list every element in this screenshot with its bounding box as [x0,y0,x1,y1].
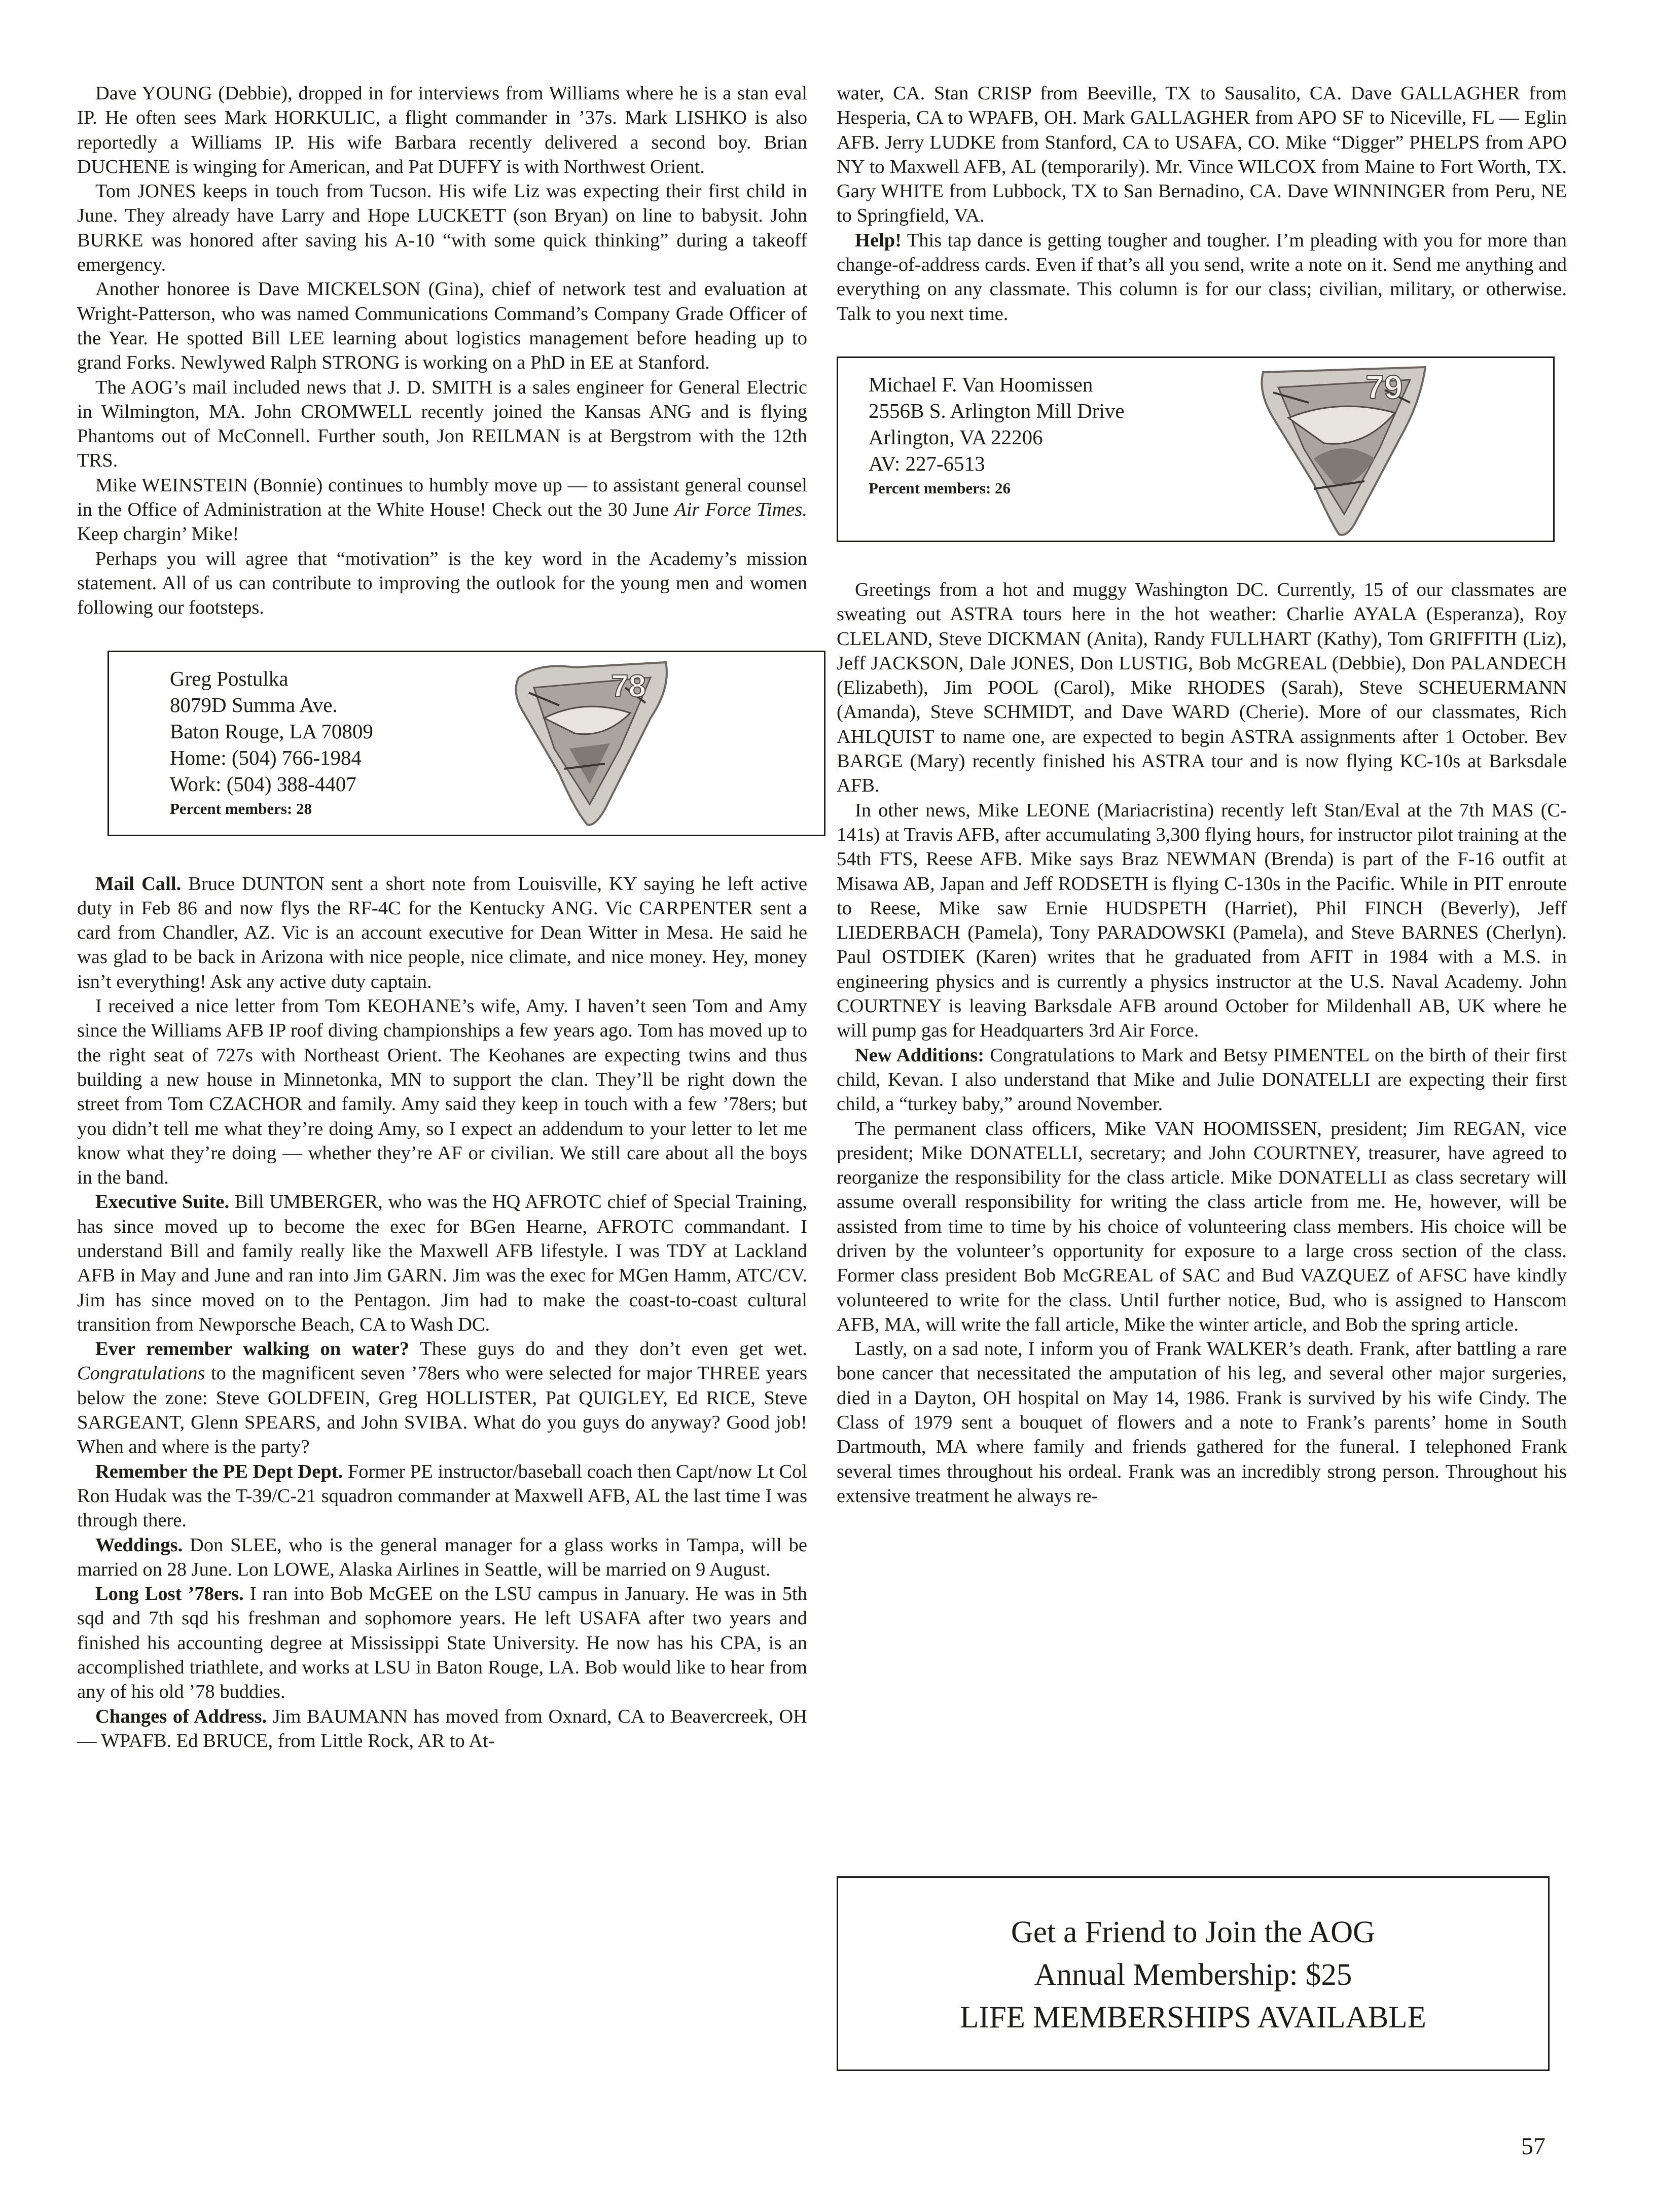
heading-long-lost: Long Lost ’78ers. [95,1583,244,1605]
spacer [837,542,1567,578]
crest-79-label: 79 [1365,368,1403,406]
crest-78-label: 78 [611,668,646,704]
paragraph-young: Dave YOUNG (Debbie), dropped in for interviews from Williams where he is a stan eval IP. He often sees Mark HORKULIC, a flight commander in ’37s. Mark LISHKO is also reportedly a Williams IP. His wife Barbara recently delivered a second boy. Brian DUCHENE is winging for American, and Pat DUFFY is with Northwest Orient. [77,83,807,177]
paragraph-other-news: In other news, Mike LEONE (Mariacristina) recently left Stan/Eval at the 7th MAS (C-141s) at Travis AFB, after accumulating 3,300 flying hours, for instructor pilot training at the 54th FTS, Reese AFB. Mike says Braz NEWMAN (Brenda) is part of the F-16 outfit at Misawa AB, Japan and Jeff RODSETH is flying C-130s in the Pacific. While in PIT enroute to Reese, Mike saw Ernie HUDSPETH (Harriet), Phil FINCH (Beverly), Jeff LIEDERBACH (Pamela), Tony PARADOWSKI (Pamela), and Steve BARNES (Cherlyn). Paul OSTDIEK (Karen) writes that he graduated from AFIT in 1984 with a M.S. in engineering physics and is currently a physics instructor at the U.S. Naval Academy. John COURTNEY is leaving Barksdale AFB around October for Mildenhall AB, UK where he will pump gas for Headquarters 3rd Air Force. [837,799,1567,1042]
heading-weddings: Weddings. [95,1534,183,1556]
mail-call-text: Bruce DUNTON sent a short note from Louisville, KY saying he left active duty in Feb 86 and now flys the RF-4C for the Kentucky ANG. Vic CARPENTER sent a card from Chandler, AZ. Vic is an account executive for Dean Witter in Mesa. He said he was glad to be back in Arizona with nice people, nice climate, and nice money. Hey, money isn’t everything! Ask any active duty captain. [77,873,807,992]
changes-text: Jim BAUMANN has moved from Oxnard, CA to Beavercreek, OH — WPAFB. Ed BRUCE, from Little Rock, AR to At- [77,1705,807,1752]
paragraph-keohane: I received a nice letter from Tom KEOHANE’s wife, Amy. I haven’t seen Tom and Amy since the Williams AFB IP roof diving championships a few years ago. Tom has moved up to the right seat of 727s with Northeast Orient. The Keohanes are expecting twins and thus building a new house in Minnetonka, MN to support the clan. They’ll be right down the street from Tom CZACHOR and family. Amy said they keep in touch with a few ’78ers; but you didn’t tell me what they’re doing Amy, so I expect an addendum to your letter to let me know what they’re doing — whether they’re AF or civilian. We still care about all the boys in the band. [77,995,807,1189]
left-column [77,81,807,1753]
pe-dept-text: Former PE instructor/baseball coach then Capt/now Lt Col Ron Hudak was the T-39/C-21 squadron commander at Maxwell AFB, AL the last time I was through there. [77,1460,807,1531]
right-column [837,81,1567,1508]
heading-mail-call: Mail Call. [95,873,182,895]
scribe-work-phone: Work: (504) 388-4407 [170,772,356,796]
aog-ad-line-3: LIFE MEMBERSHIPS AVAILABLE [960,2001,1426,2035]
class-1979-crest-icon [1253,362,1433,541]
paragraph-weinstein [77,473,807,547]
paragraph-class-officers: The permanent class officers, Mike VAN HOOMISSEN, president; Jim REGAN, vice president; Mike DONATELLI, secretary; and John COURTNEY, treasurer, have agreed to reorganize the responsibility for the class article. Mike DONATELLI as class secretary will assume overall responsibility for writing the class article from me. He, however, will be assisted from time to time by his choice of volunteering class members. His choice will be driven by the volunteer’s opportunity for exposure to a large cross section of the class. Former class president Bob McGREAL of SAC and Bud VAZQUEZ of AFSC have kindly volunteered to write for the class. Until further notice, Bud, who is assigned to Hanscom AFB, MA, will write the fall article, Mike the winter article, and Bob the spring article. [837,1118,1567,1335]
paragraph-changes-continued: water, CA. Stan CRISP from Beeville, TX to Sausalito, CA. Dave GALLAGHER from Hesperia, CA to WPAFB, OH. Mark GALLAGHER from APO SF to Niceville, FL — Eglin AFB. Jerry LUDKE from Stanford, CA to USAFA, CO. Mike “Digger” PHELPS from APO NY to Maxwell AFB, AL (temporarily). Mr. Vince WILCOX from Maine to Fort Worth, TX. Gary WHITE from Lubbock, TX to San Bernadino, CA. Dave WINNINGER from Peru, NE to Springfield, VA. [837,83,1567,227]
new-additions-text: Congratulations to Mark and Betsy PIMENTEL on the birth of their first child, Kevan. I also understand that Mike and Julie DONATELLI are expecting their first child, a “turkey baby,” around November. [837,1044,1567,1115]
paragraph-mail-call [77,872,807,994]
paragraph-jones: Tom JONES keeps in touch from Tucson. His wife Liz was expecting their first child in June. They already have Larry and Hope LUCKETT (son Bryan) on line to babysit. John BURKE was honored after saving his A-10 “with some quick thinking” during a takeoff emergency. [77,181,807,276]
scribe-home-phone: Home: (504) 766-1984 [170,745,362,769]
weddings-text: Don SLEE, who is the general manager for a glass works in Tampa, will be married on 28 June. Lon LOWE, Alaska Airlines in Seattle, will be married on 9 August. [77,1534,807,1580]
class-1978-crest-icon [498,657,679,830]
scribe-street: 8079D Summa Ave. [170,693,338,717]
aog-membership-ad [837,1876,1550,2071]
heading-changes-of-address: Changes of Address. [95,1705,267,1727]
paragraph-motivation: Perhaps you will agree that “motivation” is the key word in the Academy’s mission statement. All of us can contribute to improving the outlook for the young men and women following our footsteps. [77,548,807,619]
class-1978-address [170,665,373,820]
scribe-name: Michael F. Van Hoomissen [869,372,1093,396]
spacer [77,836,807,872]
paragraph-mickelson: Another honoree is Dave MICKELSON (Gina), chief of network test and evaluation at Wright-Patterson, who was named Communications Command’s Company Grade Officer of the Year. He spotted Bill LEE learning about logistics management before heading up to grand Forks. Newlywed Ralph STRONG is working on a PhD in EE at Stanford. [77,278,807,374]
scribe-city: Arlington, VA 22206 [869,425,1043,449]
long-lost-text: I ran into Bob McGEE on the LSU campus in January. He was in 5th sqd and 7th sqd his freshman and sophomore years. He left USAFA after two years and finished his accounting degree at Mississippi State University. He now has his CPA, is an accomplished triathlete, and works at LSU in Baton Rouge, LA. Bob would like to hear from any of his old ’78 buddies. [77,1583,807,1703]
paragraph-executive-suite [77,1190,807,1337]
heading-new-additions: New Additions: [855,1044,985,1066]
paragraph-smith: The AOG’s mail included news that J. D. SMITH is a sales engineer for General Electric in Wilmington, MA. John CROMWELL recently joined the Kansas ANG and is flying Phantoms out of McConnell. Further south, Jon REILMAN is at Bergstrom with the 12th TRS. [77,376,807,472]
percent-members: Percent members: 26 [869,479,1011,497]
scribe-name: Greg Postulka [170,666,289,690]
scribe-city: Baton Rouge, LA 70809 [170,719,373,743]
executive-suite-text: Bill UMBERGER, who was the HQ AFROTC chief of Special Training, has since moved up to become the exec for BGen Hearne, AFROTC commandant. I understand Bill and family really like the Maxwell AFB lifestyle. I was TDY at Lackland AFB in May and June and ran into Jim GARN. Jim was the exec for MGen Hamm, ATC/CV. Jim has since moved on to the Pentagon. Jim had to make the coast-to-coast cultural transition from Newporsche Beach, CA to Wash DC. [77,1191,807,1335]
class-1978-contact-box [107,651,825,836]
paragraph-help [837,228,1567,326]
paragraph-weddings [77,1533,807,1582]
paragraph-walker: Lastly, on a sad note, I inform you of Frank WALKER’s death. Frank, after battling a rare bone cancer that necessitated the amputation of his leg, and several other major surgeries, died in a Dayton, OH hospital on May 14, 1986. Frank is survived by his wife Cindy. The Class of 1979 sent a bouquet of flowers and a note to Frank’s parents’ home in South Dartmouth, MA where family and friends gathered for the funeral. I telephoned Frank several times throughout his ordeal. Frank was an incredibly strong person. Throughout his extensive treatment he always re- [837,1338,1567,1507]
heading-executive-suite: Executive Suite. [95,1191,230,1213]
walking-text-2: to the magnificent seven ’78ers who were selected for major THREE years below the zone: Steve GOLDFEIN, Greg HOLLISTER, Pat QUIGLEY, Ed RICE, Steve SARGEANT, Glenn SPEARS, and John SVIBA. What do you guys do anyway? Good job! When and where is the party? [77,1363,807,1458]
weinstein-tail: Keep chargin’ Mike! [77,523,239,545]
heading-help: Help! [855,229,902,251]
walking-text-1: These guys do and they don’t even get wet. [409,1338,807,1360]
percent-members: Percent members: 28 [170,799,312,817]
paragraph-new-additions [837,1043,1567,1117]
walking-congratulations: Congratulations [77,1363,205,1384]
air-force-times-title: Air Force Times. [674,499,807,521]
class-1979-address [869,371,1125,500]
page-number: 57 [1521,2133,1545,2160]
heading-pe-dept: Remember the PE Dept Dept. [95,1460,343,1482]
paragraph-long-lost [77,1582,807,1704]
class-1979-contact-box [837,356,1555,542]
paragraph-walking-on-water [77,1337,807,1459]
paragraph-greetings: Greetings from a hot and muggy Washington DC. Currently, 15 of our classmates are sweating out ASTRA tours here in the hot weather: Charlie AYALA (Esperanza), Roy CLELAND, Steve DICKMAN (Anita), Randy FULLHART (Kathy), Tom GRIFFITH (Liz), Jeff JACKSON, Dale JONES, Don LUSTIG, Bob McGREAL (Debbie), Don PALANDECH (Elizabeth), Jim POOL (Carol), Mike RHODES (Sarah), Steve SCHEUERMANN (Amanda), Steve SCHMIDT, and Dave WARD (Cherie). More of our classmates, Rich AHLQUIST to name one, are expected to begin ASTRA assignments after 1 October. Bev BARGE (Mary) recently finished his ASTRA tour and is now flying KC-10s at Barksdale AFB. [837,579,1567,797]
scribe-av-phone: AV: 227-6513 [869,451,985,475]
help-text: This tap dance is getting tougher and tougher. I’m pleading with you for more than change-of-address cards. Even if that’s all you send, write a note on it. Send me anything and everything on any classmate. This column is for our class; civilian, military, or otherwise. Talk to you next time. [837,229,1567,325]
scribe-street: 2556B S. Arlington Mill Drive [869,399,1125,422]
aog-ad-line-1: Get a Friend to Join the AOG [1011,1915,1376,1949]
aog-ad-line-2: Annual Membership: $25 [1034,1958,1352,1992]
paragraph-changes-of-address [77,1704,807,1754]
paragraph-pe-dept [77,1459,807,1533]
weinstein-text: Mike WEINSTEIN (Bonnie) continues to humbly move up — to assistant general counsel in the Office of Administration at the White House! Check out the 30 June [77,474,807,521]
heading-walking-on-water: Ever remember walking on water? [95,1338,410,1360]
